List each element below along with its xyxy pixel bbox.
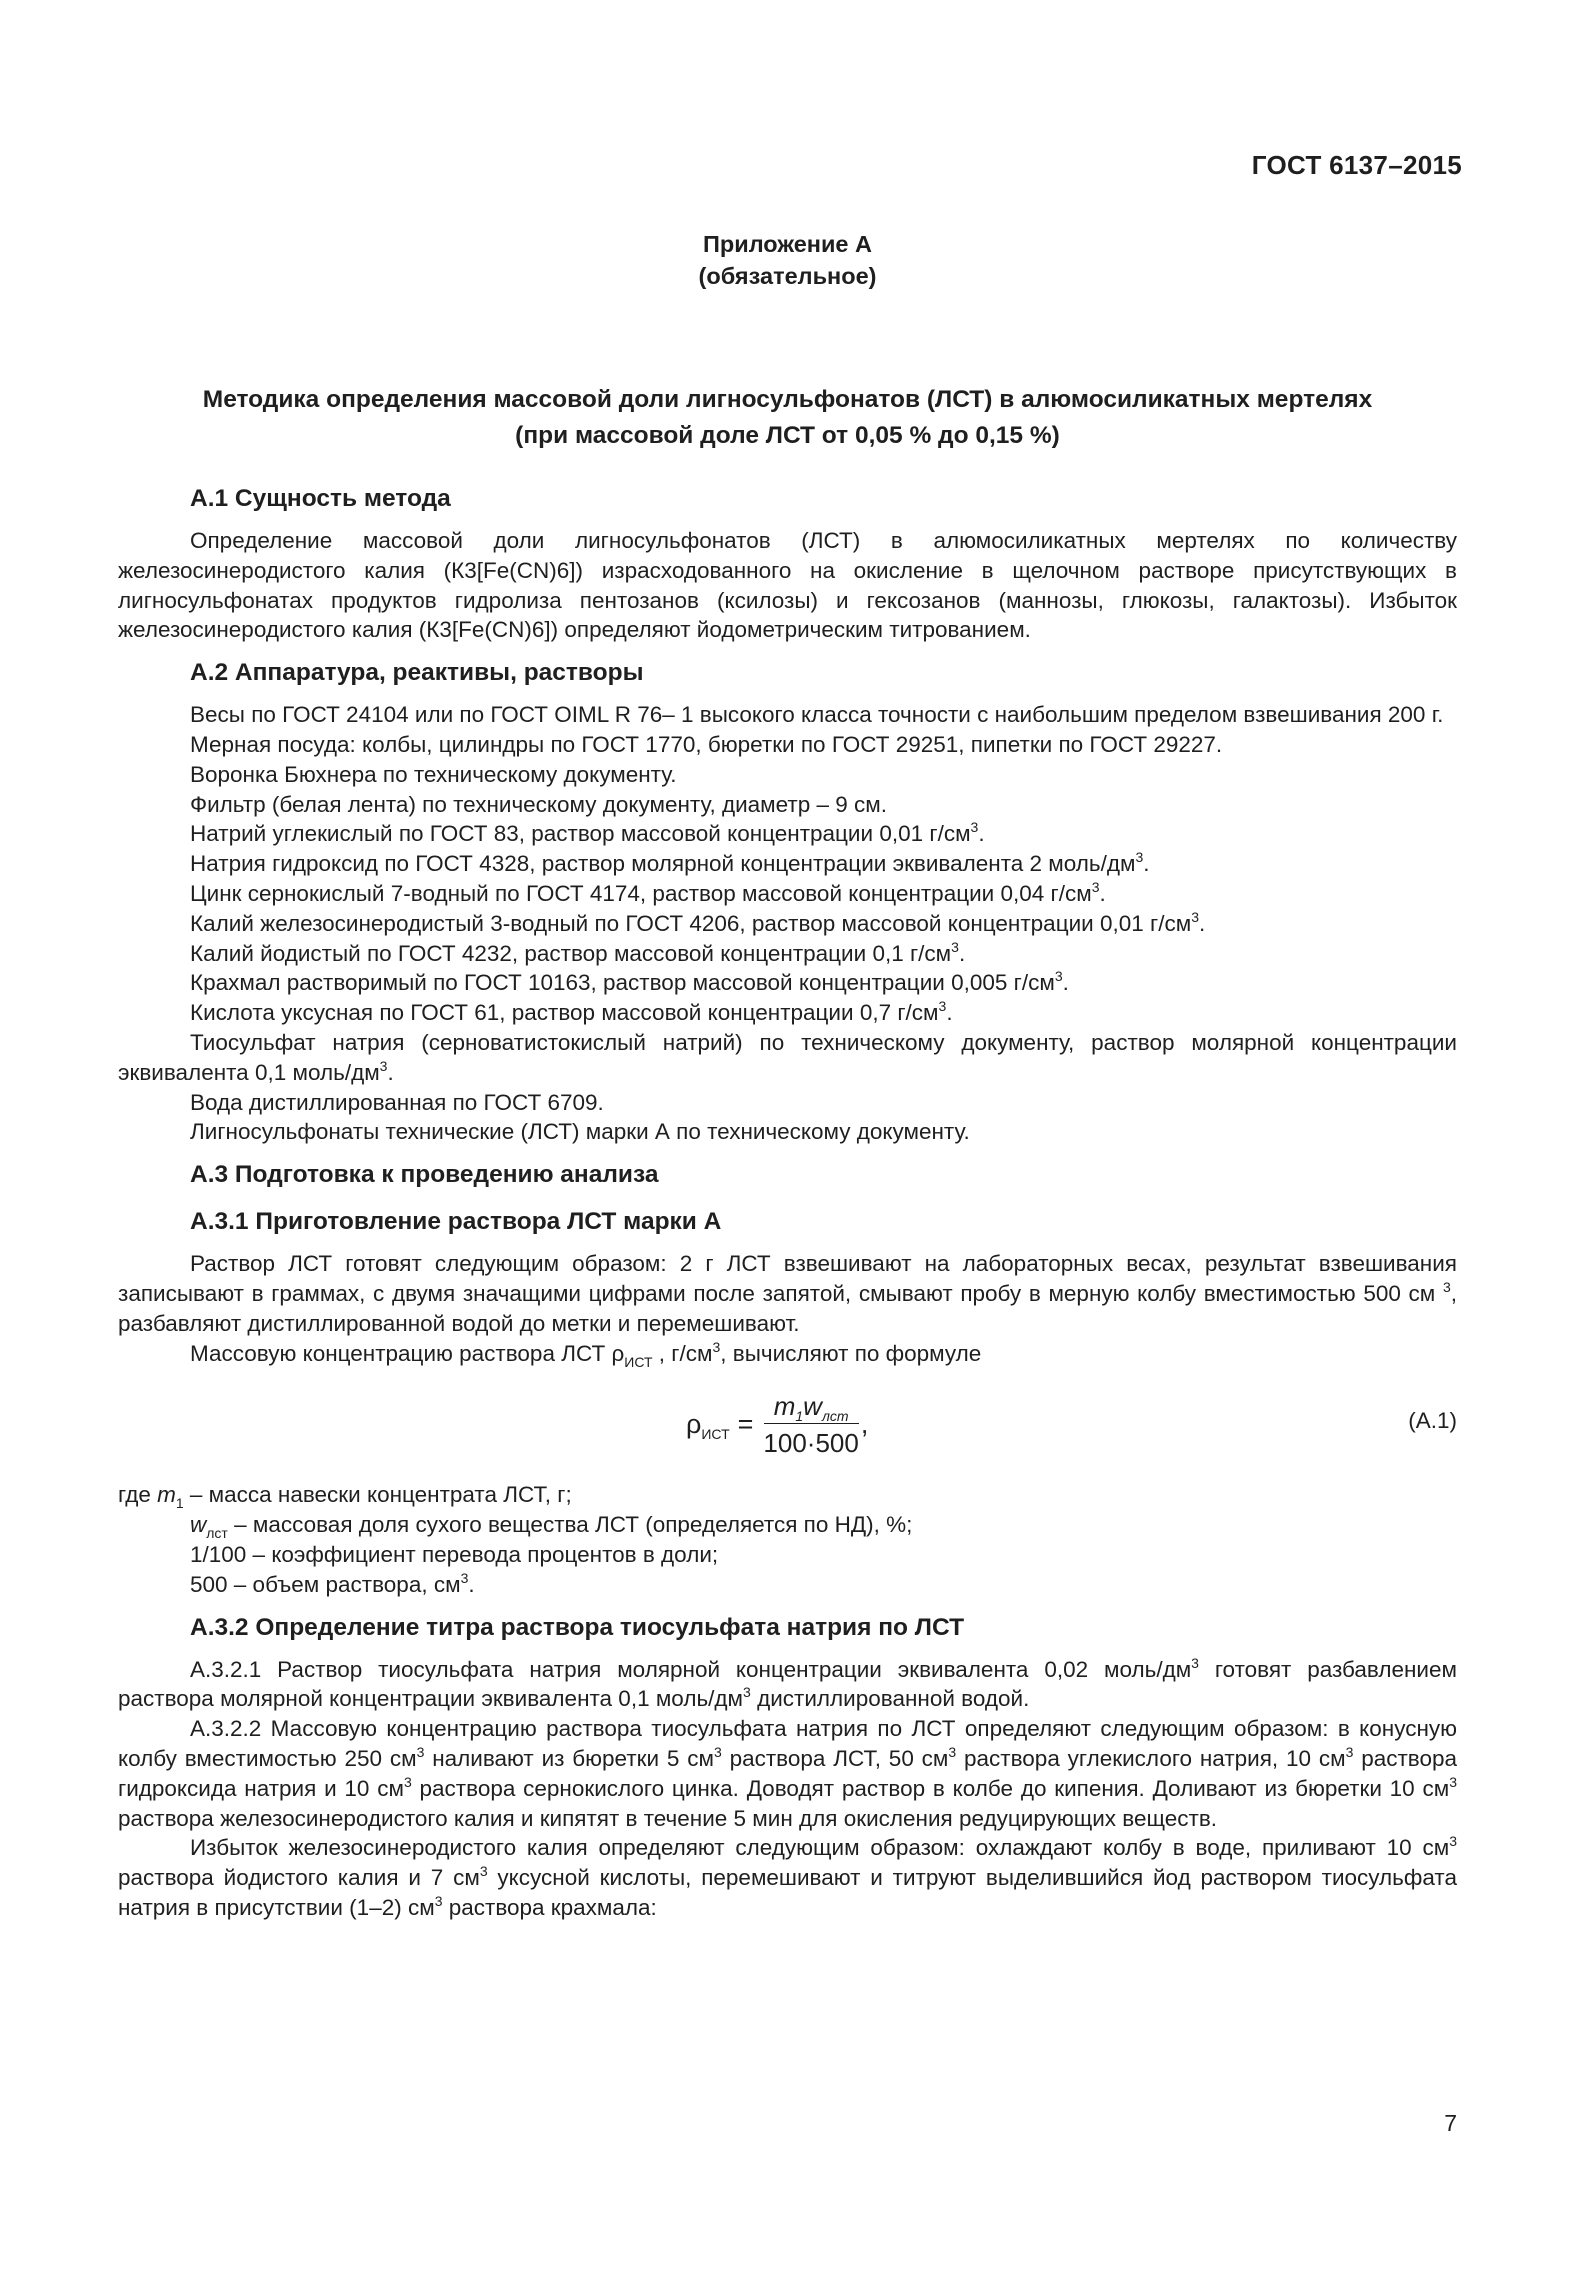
formula-fraction: [763, 1390, 858, 1460]
paragraph-excess-determination: Избыток железосинеродистого калия определяют следующим образом: охлаждают колбу в воде, приливают 10 $см^3$ раствора йодистого калия и 7 $см^3$ уксусной кислоты, перемешивают и титруют выделившийся йод раствором тиосульфата натрия в присутствии (1–2) $см^3$ раствора крахмала:: [118, 1833, 1457, 1920]
document-body: [118, 480, 1457, 1923]
equipment-item: Лигносульфонаты технические (ЛСТ) марки А по техническому документу.: [190, 1119, 970, 1145]
definition-m1: где $m_1$ – масса навески концентрата ЛСТ, г;: [118, 1482, 572, 1512]
equipment-item: Фильтр (белая лента) по техническому документу, диаметр – 9 см.: [190, 791, 887, 817]
formula-a1: [118, 1380, 1457, 1474]
appendix-status: (обязательное): [698, 263, 877, 289]
formula-lhs: $\rho_{ИСТ}$: [686, 1409, 730, 1443]
equipment-item: Натрий углекислый по ГОСТ 83, раствор массовой концентрации 0,01 $г/см^3$.: [190, 819, 985, 847]
equipment-item: Калий йодистый по ГОСТ 4232, раствор массовой концентрации 0,1 $г/см^3$.: [190, 938, 966, 966]
concentration-intro-text: Массовую концентрацию раствора ЛСТ $\rho_{ИСТ}$ , $г/см^3$, вычисляют по формуле: [190, 1338, 982, 1370]
equipment-list: [118, 700, 1457, 1147]
equipment-item: Калий железосинеродистый 3-водный по ГОСТ 4206, раствор массовой концентрации 0,01 $г/см^3$.: [190, 908, 1206, 936]
equipment-item: Тиосульфат натрия (серноватистокислый натрий) по техническому документу, раствор молярной концентрации эквивалента 0,1 моль/$дм^3$.: [118, 1029, 1457, 1085]
solution-preparation-text: Раствор ЛСТ готовят следующим образом: 2 г ЛСТ взвешивают на лабораторных весах, результат взвешивания записывают в граммах, с двумя значащими цифрами после запятой, смывают пробу в мерную колбу вместимостью 500 см $^3$, разбавляют дистиллированной водой до метки и перемешивают.: [118, 1251, 1457, 1336]
definition-volume: 500 – объем раствора, $см^3$.: [190, 1569, 475, 1597]
equipment-item: Натрия гидроксид по ГОСТ 4328, раствор молярной концентрации эквивалента 2 моль/$дм^3$.: [190, 849, 1150, 877]
page-number: 7: [1444, 2110, 1457, 2136]
equipment-item: Воронка Бюхнера по техническому документу.: [190, 761, 677, 787]
formula-denominator: 100·500: [763, 1428, 859, 1459]
appendix-heading: [0, 228, 1575, 292]
document-code: ГОСТ 6137–2015: [1251, 150, 1462, 180]
equipment-item: Цинк сернокислый 7-водный по ГОСТ 4174, раствор массовой концентрации 0,04 $г/см^3$.: [190, 878, 1106, 906]
section-a3-heading: А.3 Подготовка к проведению анализа: [190, 1161, 659, 1189]
equipment-item: Мерная посуда: колбы, цилиндры по ГОСТ 1770, бюретки по ГОСТ 29251, пипетки по ГОСТ 29227.: [190, 731, 1223, 757]
method-title-line-2: (при массовой доле ЛСТ от 0,05 % до 0,15 %): [515, 422, 1060, 449]
method-title-line-1: Методика определения массовой доли лигносульфонатов (ЛСТ) в алюмосиликатных мертелях: [202, 386, 1373, 413]
definition-percent: 1/100 – коэффициент перевода процентов в доли;: [190, 1541, 719, 1567]
section-a2-heading: А.2 Аппаратура, реактивы, растворы: [190, 659, 644, 687]
appendix-label: Приложение А: [703, 231, 872, 257]
section-a31-heading: А.3.1 Приготовление раствора ЛСТ марки А: [190, 1208, 722, 1236]
paragraph-a321: А.3.2.1 Раствор тиосульфата натрия молярной концентрации эквивалента 0,02 моль/$дм^3$ готовят разбавлением раствора молярной концентрации эквивалента 0,1 моль/$дм^3$ дистиллированной водой.: [118, 1654, 1457, 1712]
equipment-item: Вода дистиллированная по ГОСТ 6709.: [190, 1089, 604, 1115]
formula-number: (А.1): [1408, 1408, 1457, 1434]
section-a1-heading: А.1 Сущность метода: [190, 485, 451, 512]
method-title: [100, 382, 1475, 454]
section-a32-heading: А.3.2 Определение титра раствора тиосульфата натрия по ЛСТ: [190, 1613, 965, 1641]
formula-definitions: [118, 1480, 1457, 1599]
formula-numerator: $m_1w_{лст}$: [764, 1390, 859, 1424]
formula-comma: ,: [860, 1409, 869, 1440]
equipment-item: Крахмал растворимый по ГОСТ 10163, раствор массовой концентрации 0,005 $г/см^3$.: [190, 968, 1069, 996]
equipment-item: Кислота уксусная по ГОСТ 61, раствор массовой концентрации 0,7 $г/см^3$.: [190, 998, 953, 1026]
formula-expression: [686, 1390, 868, 1460]
equipment-item: Весы по ГОСТ 24104 или по ГОСТ OIML R 76– 1 высокого класса точности с наибольшим пределом взвешивания 200 г.: [190, 702, 1444, 728]
paragraph-a322: А.3.2.2 Массовую концентрацию раствора тиосульфата натрия по ЛСТ определяют следующим образом: в конусную колбу вместимостью 250 $см^3$ наливают из бюретки 5 $см^3$ раствора ЛСТ, 50 $см^3$ раствора углекислого натрия, 10 $см^3$ раствора гидроксида натрия и 10 $см^3$ раствора сернокислого цинка. Доводят раствор в колбе до кипения. Доливают из бюретки 10 $см^3$ раствора железосинеродистого калия и кипятят в течение 5 мин для окисления редуцирующих веществ.: [118, 1716, 1458, 1831]
definition-w: $w_{лст}$ – массовая доля сухого вещества ЛСТ (определяется по НД), %;: [190, 1512, 913, 1542]
formula-equals: =: [737, 1409, 754, 1440]
section-a1-text: Определение массовой доли лигносульфонатов (ЛСТ) в алюмосиликатных мертелях по количеству железосинеродистого калия (К3[Fe(CN)6]) израсходованного на окисление в щелочном растворе присутствующих в лигносульфонатах продуктов гидролиза пентозанов (ксилозы) и гексозанов (маннозы, глюкозы, галактозы). Избыток железосинеродистого калия (К3[Fe(CN)6]) определяют йодометрическим титрованием.: [118, 528, 1457, 643]
